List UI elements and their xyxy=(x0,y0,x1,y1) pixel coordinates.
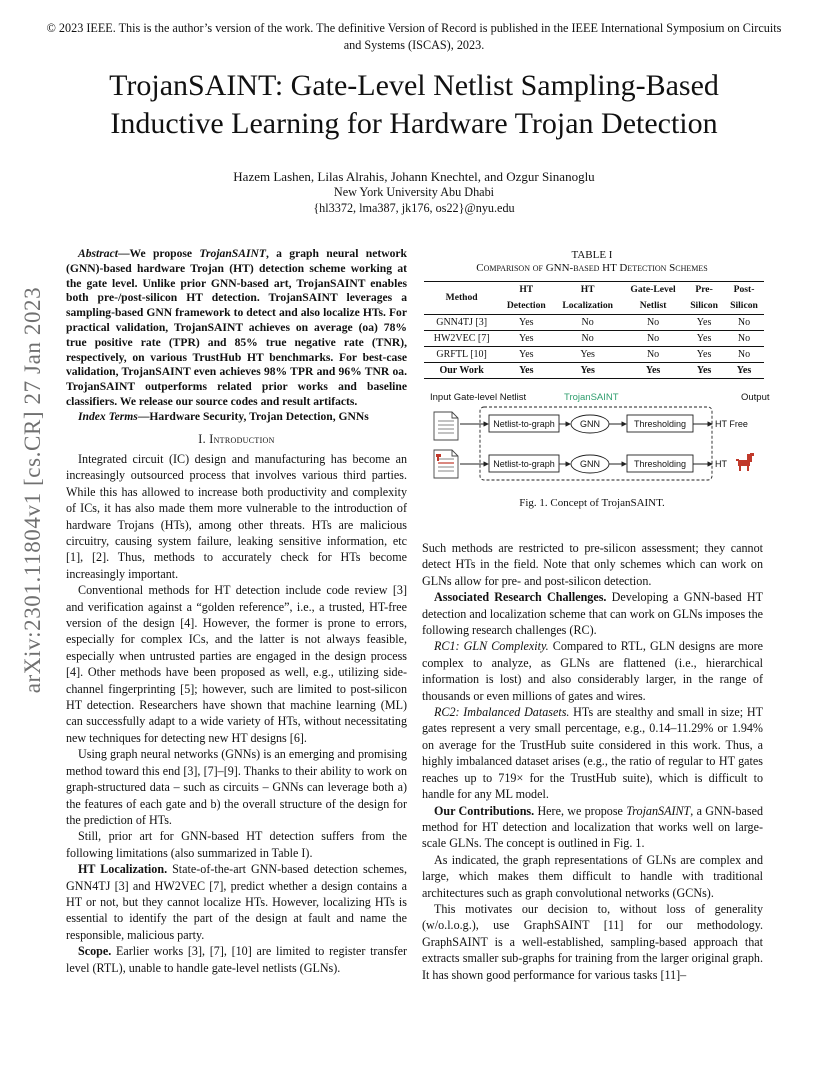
scope-label: Scope. xyxy=(78,944,112,959)
table-caption: Comparison of GNN-based HT Detection Schemes xyxy=(476,262,708,274)
figure-framework-label: TrojanSAINT xyxy=(564,392,619,403)
contributions-text-a: Here, we propose xyxy=(534,803,627,818)
table-header-netlist: Netlist xyxy=(622,298,684,315)
gnn-label: GNN xyxy=(580,459,600,469)
table-row xyxy=(424,331,764,347)
rc2-text: HTs are stealthy and small in size; HT gates represent a very small percentage, e.g., 0.14–11.29% or 1.94% on average for the TrustHub suite considered in this work. Thus, a highly imbalanced dataset arises (e.g., the ratio of regular to HT gates reaches up to 719× for the TrustHub suite), which is difficult to handle for any ML model. xyxy=(422,705,763,802)
intro-paragraph-4: Still, prior art for GNN-based HT detection suffers from the following limitations (also summarized in Table I). xyxy=(66,829,407,860)
table-cell: No xyxy=(724,347,764,363)
rc1-paragraph xyxy=(422,638,763,704)
author-list: Hazem Lashen, Lilas Alrahis, Johann Knechtel, and Ozgur Sinanoglu xyxy=(233,169,595,184)
copyright-notice: © 2023 IEEE. This is the author’s version of the work. The definitive Version of Record is published in the IEEE International Symposium on Circuits and Systems (ISCAS), 2023. xyxy=(46,21,782,52)
research-challenges-paragraph xyxy=(422,589,763,638)
rc1-label: RC1: GLN Complexity. xyxy=(434,639,549,654)
table-cell: Yes xyxy=(499,347,553,363)
thresholding-label: Thresholding xyxy=(633,419,687,429)
table-cell: Yes xyxy=(499,331,553,347)
table-header-row-top xyxy=(424,282,764,299)
abstract-label: Abstract xyxy=(78,247,118,260)
intro-paragraph-3: Using graph neural networks (GNNs) is an emerging and promising method toward this end [3], [7]–[9]. Thanks to their ability to work on graph-structured data – such as circuits – GNNs can leverage both a) the features of each gate and b) the overall structure of the design for the prediction of HTs. xyxy=(66,747,407,827)
table-cell: No xyxy=(622,347,684,363)
comparison-table xyxy=(424,281,764,379)
title-line-1: TrojanSAINT: Gate-Level Netlist Sampling-Based xyxy=(109,69,719,102)
table-cell: Yes xyxy=(499,315,553,331)
research-challenges-label: Associated Research Challenges. xyxy=(434,590,607,605)
concept-figure xyxy=(424,388,770,493)
table-cell: GRFTL [10] xyxy=(424,347,499,363)
table-cell: Yes xyxy=(684,347,724,363)
localization-label: HT Localization. xyxy=(78,862,168,877)
table-header-ht-2: HT xyxy=(553,282,622,299)
output-ht-label: HT xyxy=(715,459,727,469)
table-cell: No xyxy=(622,331,684,347)
section-title: Introduction xyxy=(209,431,275,446)
table-header-detection: Detection xyxy=(499,298,553,315)
arxiv-stamp xyxy=(14,205,52,775)
abstract xyxy=(66,247,407,425)
table-cell: No xyxy=(724,331,764,347)
right-column xyxy=(422,540,763,983)
table-cell: Our Work xyxy=(424,363,499,379)
table-row xyxy=(424,363,764,379)
rc1-text: Compared to RTL, GLN designs are more complex to analyze, as GLNs are flattened (i.e., hierarchical information is lost) and also considerably larger, in the range of thousands or even millions of gates and wires. xyxy=(422,639,763,703)
research-challenges-text: Developing a GNN-based HT detection and localization scheme that can work on GLNs imposes the following research challenges (RC). xyxy=(422,590,763,638)
rc2-paragraph xyxy=(422,704,763,802)
gnn-label: GNN xyxy=(580,419,600,429)
intro-paragraph-2: Conventional methods for HT detection include code review [3] and verification against a “golden reference”, i.e., a trusted, HT-free version of the design [4]. However, the former is prone to errors, especially for complex ICs, and the latter is not always feasible, especially when untrusted parties are engaged in the design process [4]. Other methods have been proposed as well, e.g., utilizing side-channel fingerprinting [5]; however, such are limited to post-silicon HT detection. Researchers have shown that machine learning (ML) can successfully adapt to a wide variety of HTs, without necessitating new techniques for detecting new HT designs [6]. xyxy=(66,583,407,745)
abstract-method-name: TrojanSAINT xyxy=(199,247,266,260)
table-cell: No xyxy=(553,315,622,331)
right-paragraph-1: Such methods are restricted to pre-silicon assessment; they cannot detect HTs in the field. Note that only schemes which can work on GLNs allow for pre- and post-silicon detection. xyxy=(422,541,763,588)
scope-text: Earlier works [3], [7], [10] are limited to register transfer level (RTL), unable to handle gate-level netlists (GLNs). xyxy=(66,944,407,975)
author-emails: {hl3372, lma387, jk176, os22}@nyu.edu xyxy=(313,201,515,215)
table-cell: HW2VEC [7] xyxy=(424,331,499,347)
table-cell: No xyxy=(622,315,684,331)
index-terms-label: Index Terms xyxy=(78,409,138,423)
table-cell: No xyxy=(724,315,764,331)
table-header-gate-level: Gate-Level xyxy=(622,282,684,299)
table-header-localization: Localization xyxy=(553,298,622,315)
netlist-document-icon xyxy=(434,412,458,440)
trojan-horse-icon xyxy=(736,453,754,471)
index-terms-text: —Hardware Security, Trojan Detection, GNNs xyxy=(137,409,369,423)
table-cell: Yes xyxy=(684,331,724,347)
contributions-text-b: , a GNN-based method for HT detection and localization that works well on large-scale GLNs. The concept is outlined in Fig. 1. xyxy=(422,803,763,851)
abstract-text-a: —We propose xyxy=(117,247,200,260)
right-paragraph-7: This motivates our decision to, without loss of generality (w/o.l.o.g.), use GraphSAINT [11] for our methodology. GraphSAINT is a well-established, sampling-based approach that extracts smaller sub-graphs for training from the larger original graph. It has shown good performance for various tasks [11]– xyxy=(422,901,763,982)
netlist-to-graph-label: Netlist-to-graph xyxy=(493,459,555,469)
table-cell: Yes xyxy=(622,363,684,379)
table-header-silicon-2: Silicon xyxy=(724,298,764,315)
output-ht-free-label: HT Free xyxy=(715,419,748,429)
infected-netlist-document-icon xyxy=(434,450,458,478)
section-number: I. xyxy=(198,431,206,446)
table-cell: Yes xyxy=(684,315,724,331)
figure-output-label: Output xyxy=(741,392,770,403)
contributions-paragraph xyxy=(422,803,763,852)
table-cell: No xyxy=(553,331,622,347)
figure-caption: Fig. 1. Concept of TrojanSAINT. xyxy=(519,497,665,509)
affiliation: New York University Abu Dhabi xyxy=(333,185,495,199)
intro-paragraph-scope xyxy=(66,943,407,976)
paper-title xyxy=(30,67,798,143)
figure-input-label: Input Gate-level Netlist xyxy=(430,392,527,403)
section-heading-introduction xyxy=(66,431,407,447)
table-header-pre: Pre- xyxy=(684,282,724,299)
table-row xyxy=(424,315,764,331)
left-column xyxy=(66,247,407,976)
contributions-method-name: TrojanSAINT xyxy=(626,803,691,818)
netlist-to-graph-label: Netlist-to-graph xyxy=(493,419,555,429)
localization-text: State-of-the-art GNN-based detection schemes, GNN4TJ [3] and HW2VEC [7], predict whether a design contains a HT or not, but they cannot localize HTs. However, localizing HTs is essential to identify the part of the design at fault and name the responsible, malicious party. xyxy=(66,862,407,942)
right-paragraph-6: As indicated, the graph representations of GLNs are complex and large, which makes them difficult to handle with traditional architectures such as graph convolutional networks (GCNs). xyxy=(422,852,763,900)
arxiv-id: arXiv:2301.11804v1 [cs.CR] 27 Jan 2023 xyxy=(20,286,45,694)
table-cell: Yes xyxy=(553,347,622,363)
title-line-2: Inductive Learning for Hardware Trojan Detection xyxy=(110,107,718,140)
table-header-method: Method xyxy=(424,282,499,315)
table-cell: Yes xyxy=(499,363,553,379)
thresholding-label: Thresholding xyxy=(633,459,687,469)
table-header-ht-1: HT xyxy=(499,282,553,299)
rc2-label: RC2: Imbalanced Datasets. xyxy=(434,705,570,720)
table-cell: Yes xyxy=(684,363,724,379)
intro-paragraph-localization xyxy=(66,861,407,943)
table-header-post: Post- xyxy=(724,282,764,299)
table-row xyxy=(424,347,764,363)
intro-paragraph-1: Integrated circuit (IC) design and manufacturing has become an increasingly outsourced process that involves various third parties. While this has allowed to increase both productivity and complexity of ICs, it has also made them more vulnerable to the introduction of hardware Trojans (HTs), among other threats. HTs are malicious circuitry, causing system failure, leaking sensitive information, etc [1], [2]. Thus, methods to accurately check for HTs become increasingly important. xyxy=(66,451,407,581)
table-cell: Yes xyxy=(724,363,764,379)
abstract-text-b: , a graph neural network (GNN)-based hardware Trojan (HT) detection scheme working at the gate level. Unlike prior GNN-based art, TrojanSAINT enables both pre-/post-silicon HT detection. TrojanSAINT leverages a sampling-based GNN framework to detect and also localize HTs. For practical validation, TrojanSAINT achieves on average (oa) 78% true positive rate (TPR) and 85% true negative rate (TNR), respectively, on various TrustHub HT benchmarks. For best-case validation, TrojanSAINT even achieves 98% TPR and 96% TNR oa. TrojanSAINT outperforms related prior works and baseline classifiers. We release our source codes and result artifacts. xyxy=(66,247,407,408)
table-cell: Yes xyxy=(553,363,622,379)
table-cell: GNN4TJ [3] xyxy=(424,315,499,331)
table-header-silicon-1: Silicon xyxy=(684,298,724,315)
table-label: TABLE I xyxy=(571,249,613,261)
contributions-label: Our Contributions. xyxy=(434,803,535,818)
